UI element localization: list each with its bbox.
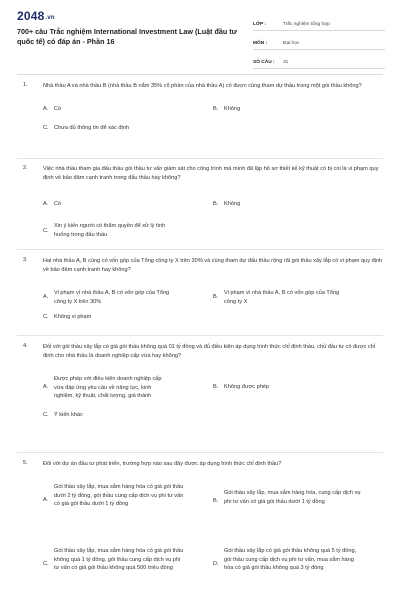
option-letter: C. xyxy=(43,412,49,418)
question-number: 4. xyxy=(23,343,28,349)
option-letter: B. xyxy=(213,106,219,112)
question-5 xyxy=(17,460,383,571)
document-meta xyxy=(253,12,385,69)
question-text: Nhà thầu A và nhà thầu B (nhà thầu B nắm 35% cổ phần của nhà thầu A) có được cùng tham dự thầu trong một gói thầu không? xyxy=(43,83,362,89)
option-letter: C. xyxy=(43,314,49,320)
meta-label: LỚP : xyxy=(253,22,267,27)
header-divider xyxy=(17,74,383,75)
option-letter: A. xyxy=(43,106,49,112)
option-text: Có xyxy=(54,106,62,112)
option-letter: B. xyxy=(213,384,219,390)
option-text: Vi phạm vì nhà thầu A, B có vốn góp của Tổng công ty X trên 30% xyxy=(54,290,170,305)
option-letter: A. xyxy=(43,497,49,503)
option-letter: C. xyxy=(43,125,49,131)
meta-row-subject xyxy=(253,31,385,50)
question-text: Hai nhà thầu A, B cùng có vốn góp của Tổng công ty X trên 30% và cùng tham dự đấu thầu rộng rãi gói thầu xây lắp có vi phạm quy định về bảo đảm cạnh tranh hay không? xyxy=(43,258,383,273)
question-divider xyxy=(17,158,383,159)
option-letter: A. xyxy=(43,201,49,207)
option-text: Vi phạm vì nhà thầu A, B có vốn góp của Tổng công ty X xyxy=(224,290,340,305)
meta-value: Đại học xyxy=(283,41,300,46)
question-number: 1. xyxy=(23,82,28,88)
meta-value: Trắc nghiệm tổng hợp xyxy=(283,22,330,27)
question-number: 5. xyxy=(23,460,28,466)
option-letter: C. xyxy=(43,228,49,234)
meta-row-count xyxy=(253,50,385,69)
option-letter: A. xyxy=(43,384,49,390)
page-header xyxy=(0,0,400,72)
option-letter: D. xyxy=(213,561,219,567)
option-text: Ý kiến khác xyxy=(54,412,83,418)
option-text: Gói thầu xây lắp, mua sắm hàng hóa có giá gói thầu không quá 1 tỷ đồng, gói thầu cung cấp dịch vụ phi tư vấn có giá gói thầu không quá 500 triệu đồng xyxy=(54,548,184,571)
option-letter: B. xyxy=(213,498,219,504)
logo-suffix: .vn xyxy=(45,15,55,21)
document-title: 700+ câu Trắc nghiệm International Investment Law (Luật đầu tư quốc tế) có đáp án - Phần 16 xyxy=(17,27,237,46)
logo-main: 2048 xyxy=(17,9,45,23)
question-number: 2. xyxy=(23,165,28,171)
option-text: Không được phép xyxy=(224,384,270,390)
option-letter: B. xyxy=(213,294,219,300)
meta-label: MÔN : xyxy=(253,41,268,46)
meta-value: 31 xyxy=(283,60,289,65)
option-text: Gói thầu xây lắp có giá gói thầu không quá 5 tỷ đồng, gói thầu cung cấp dịch vụ phi tư vấn, mua sắm hàng hóa có giá gói thầu không quá 3 tỷ đồng xyxy=(224,548,357,571)
option-text: Có xyxy=(54,201,62,207)
site-logo[interactable] xyxy=(17,9,55,23)
option-text: Chưa đủ thông tin để xác định xyxy=(54,125,129,131)
option-text: Xin ý kiến người có thẩm quyền để xử lý tình huống trong đấu thầu xyxy=(54,223,166,238)
question-text: Việc nhà thầu tham gia đấu thầu gói thầu tư vấn giám sát cho công trình mà mình đã lập hồ sơ thiết kế kỹ thuật có bị coi là vi phạm quy định về bảo đảm cạnh tranh trong đấu thầu hay không? xyxy=(43,166,379,181)
option-text: Không xyxy=(224,201,241,207)
meta-row-class xyxy=(253,12,385,31)
question-2 xyxy=(17,165,383,238)
question-number: 3. xyxy=(23,257,28,263)
meta-label: SỐ CÂU : xyxy=(253,60,275,65)
question-divider xyxy=(17,335,383,336)
question-divider xyxy=(17,452,383,453)
option-letter: C. xyxy=(43,561,49,567)
option-letter: A. xyxy=(43,294,49,300)
option-text: Không vi phạm xyxy=(54,314,92,320)
option-text: Gói thầu xây lắp, mua sắm hàng hóa có giá gói thầu dưới 2 tỷ đồng, gói thầu cung cấp dịch vụ phi tư vấn có giá gói thầu dưới 1 tỷ đồng xyxy=(54,484,184,507)
question-4 xyxy=(17,343,383,418)
option-text: Gói thầu xây lắp, mua sắm hàng hóa, cung cấp dịch vụ phi tư vấn có giá gói thầu dưới 1 tỷ đồng xyxy=(224,490,361,505)
question-text: Đối với gói thầu xây lắp có giá gói thầu không quá 01 tỷ đồng và đủ điều kiện áp dụng hình thức chỉ định thầu, chủ đầu tư có được chỉ định cho nhà thầu là doanh nghiệp cấp vừa hay không? xyxy=(43,344,376,359)
question-divider xyxy=(17,249,383,250)
option-text: Được phép với điều kiện doanh nghiệp cấp vừa đáp ứng yêu cầu về năng lực, kinh nghiệm, kỹ thuật, chất lượng, giá thành xyxy=(54,376,162,399)
question-1 xyxy=(17,82,383,131)
option-letter: B. xyxy=(213,201,219,207)
option-text: Không xyxy=(224,106,241,112)
question-3 xyxy=(17,257,383,320)
question-text: Đối với dự án đầu tư phát triển, trường hợp nào sau đây được áp dụng hình thức chỉ định thầu? xyxy=(43,461,282,467)
